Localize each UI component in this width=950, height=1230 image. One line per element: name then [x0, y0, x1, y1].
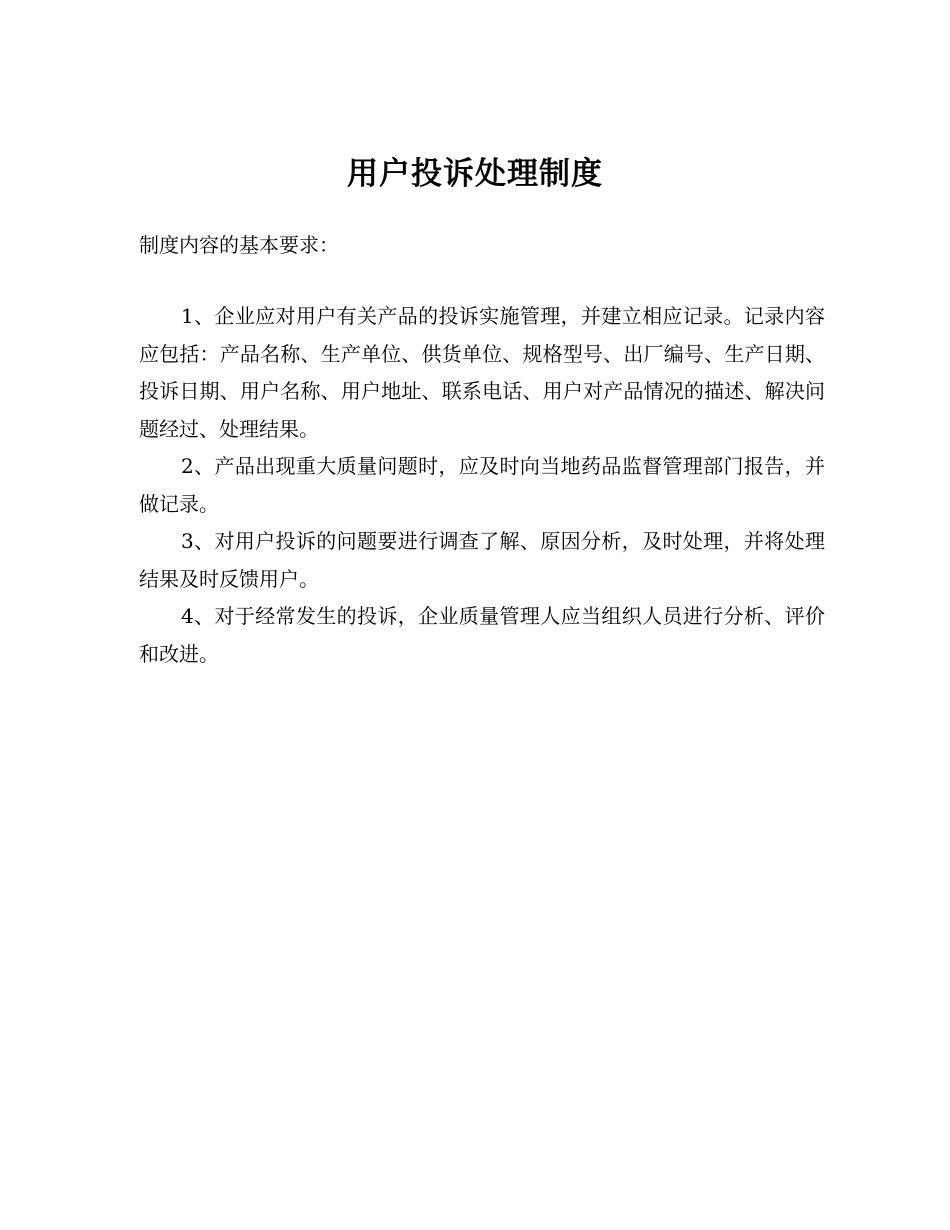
paragraph-2: 2、产品出现重大质量问题时，应及时向当地药品监督管理部门报告，并做记录。: [139, 454, 825, 516]
intro-text: 制度内容的基本要求：: [139, 233, 339, 257]
document-title: 用户投诉处理制度: [347, 156, 603, 192]
paragraph-1: 1、企业应对用户有关产品的投诉实施管理，并建立相应记录。记录内容应包括：产品名称、生产单位、供货单位、规格型号、出厂编号、生产日期、投诉日期、用户名称、用户地址、联系电话、用户对产品情况的描述、解决问题经过、处理结果。: [139, 304, 825, 441]
paragraph-3: 3、对用户投诉的问题要进行调查了解、原因分析，及时处理，并将处理结果及时反馈用户。: [139, 529, 825, 591]
paragraph-4: 4、对于经常发生的投诉，企业质量管理人应当组织人员进行分析、评价和改进。: [139, 604, 825, 666]
document-body: [139, 298, 825, 673]
